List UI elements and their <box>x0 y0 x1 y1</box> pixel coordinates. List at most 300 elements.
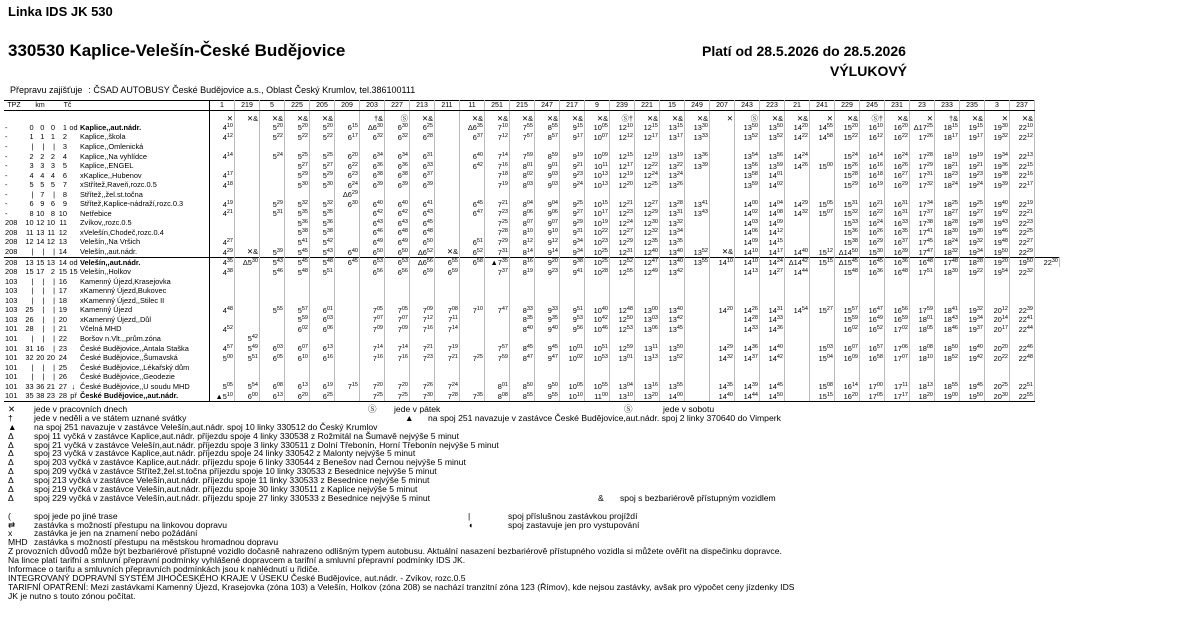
stop-row <box>4 344 1060 354</box>
stop-row <box>4 315 1060 325</box>
departure-time <box>685 267 710 277</box>
departure-time <box>610 334 635 344</box>
departure-time: $14^{40}$ <box>710 391 735 401</box>
tc-number: 11 <box>59 218 67 228</box>
departure-time: $14^{29}$ <box>710 344 735 354</box>
tc-number: 23 <box>58 343 67 353</box>
departure-time: $16^{36}$ <box>860 267 885 277</box>
stop-row <box>4 391 1060 401</box>
departure-time <box>385 372 410 382</box>
departure-time <box>360 334 385 344</box>
departure-time: $16^{20}$ <box>835 391 860 401</box>
km-c: 5 <box>50 180 55 190</box>
arrival-flag: ↓ <box>71 381 76 391</box>
km-a: 15 <box>25 267 34 277</box>
departure-time <box>485 296 510 306</box>
departure-time: $6^{34}$ <box>360 152 385 162</box>
arrival-flag <box>68 334 79 344</box>
departure-time: $8^{59}$ <box>535 152 560 162</box>
stop-name: xStřítež,Raveň,rozc.0.5 <box>79 180 210 190</box>
arrival-flag <box>68 199 79 209</box>
km-c: 8 <box>50 208 55 218</box>
departure-time: $13^{15}$ <box>660 123 685 133</box>
stop-name: Kaplice,,škola <box>79 133 210 143</box>
arrival-flag: od <box>69 257 78 267</box>
departure-time: $5^{54}$ <box>235 382 260 392</box>
arrival-flag <box>68 161 79 171</box>
arrival-flag <box>68 344 79 354</box>
trip-number: 225 <box>285 101 310 111</box>
departure-time <box>885 372 910 382</box>
departure-time <box>310 286 335 296</box>
stop-row <box>4 372 1060 382</box>
departure-time <box>460 372 485 382</box>
departure-time <box>335 315 360 325</box>
departure-time <box>1010 142 1035 152</box>
departure-time: $6^{17}$ <box>335 133 360 143</box>
departure-time: $17^{47}$ <box>910 247 935 257</box>
departure-time: $5^{22}$ <box>285 133 310 143</box>
departure-time: $15^{59}$ <box>835 315 860 325</box>
departure-time <box>785 228 810 238</box>
departure-time: $14^{31}$ <box>760 305 785 315</box>
km-c: 2 <box>50 267 55 277</box>
departure-time: $6^{49}$ <box>385 238 410 248</box>
departure-time: $7^{09}$ <box>385 324 410 334</box>
departure-time: $16^{48}$ <box>885 267 910 277</box>
departure-time: $12^{47}$ <box>635 257 660 267</box>
departure-time <box>735 296 760 306</box>
stop-name: České Budějovice,,Geodezie <box>79 372 210 382</box>
departure-time: $19^{34}$ <box>985 152 1010 162</box>
trip-number: 223 <box>760 101 785 111</box>
departure-time: $6^{37}$ <box>410 171 435 181</box>
departure-time <box>435 123 460 133</box>
departure-time <box>335 353 360 363</box>
departure-time: $14^{40}$ <box>785 247 810 257</box>
departure-time <box>785 353 810 363</box>
departure-time: $16^{45}$ <box>860 257 885 267</box>
departure-time: $6^{23}$ <box>335 171 360 181</box>
trip-symbol: Ⓢ <box>735 111 760 124</box>
legend-symbol: | <box>468 510 471 521</box>
departure-time <box>310 296 335 306</box>
departure-time: $13^{31}$ <box>660 209 685 219</box>
departure-time: $22^{39}$ <box>1010 305 1035 315</box>
note-line: INTEGROVANÝ DOPRAVNÍ SYSTÉM JIHOČESKÉHO KRAJE V ÚSEKU České Budějovice, aut.nádr. - Zvíkov, rozc.0.5 <box>8 572 466 583</box>
departure-time <box>985 286 1010 296</box>
departure-time <box>685 296 710 306</box>
legend-symbol: Δ <box>8 475 14 486</box>
departure-time: $12^{52}$ <box>610 257 635 267</box>
departure-time <box>810 238 835 248</box>
stop-name: Kaplice,,Omlenická <box>79 142 210 152</box>
tpz-zone: 101 <box>5 372 18 382</box>
departure-time: $12^{19}$ <box>610 171 635 181</box>
departure-time: $17^{41}$ <box>910 228 935 238</box>
departure-time: $13^{42}$ <box>660 315 685 325</box>
tc-number: 10 <box>58 208 67 218</box>
departure-time: $19^{32}$ <box>960 238 985 248</box>
departure-time: $13^{50}$ <box>660 344 685 354</box>
departure-time: $14^{24}$ <box>785 152 810 162</box>
departure-time: $5^{49}$ <box>235 344 260 354</box>
km-b: 17 <box>36 267 45 277</box>
departure-time: $6^{40}$ <box>335 247 360 257</box>
departure-time <box>985 296 1010 306</box>
tc-number: 22 <box>58 334 67 343</box>
departure-time: $12^{24}$ <box>610 218 635 228</box>
departure-time <box>535 142 560 152</box>
departure-time <box>885 363 910 373</box>
departure-time <box>385 296 410 306</box>
trip-number: 241 <box>810 101 835 111</box>
departure-time <box>785 344 810 354</box>
departure-time: $7^{20}$ <box>360 382 385 392</box>
km-b: 9 <box>40 199 45 209</box>
departure-time: $16^{49}$ <box>860 315 885 325</box>
trip-number: 237 <box>1010 101 1035 111</box>
departure-time <box>610 372 635 382</box>
departure-time: $4^{12}$ <box>210 133 235 143</box>
stop-row <box>4 353 1060 363</box>
departure-time: $13^{13}$ <box>635 353 660 363</box>
departure-time <box>585 277 610 287</box>
departure-time: $12^{40}$ <box>635 247 660 257</box>
departure-time: $19^{46}$ <box>985 228 1010 238</box>
departure-time: $6^{03}$ <box>260 344 285 354</box>
stop-name: Kaplice,,aut.nádr. <box>79 123 210 133</box>
departure-time: $8^{16}$ <box>510 257 535 267</box>
departure-time: $\Delta 14^{42}$ <box>785 257 810 267</box>
departure-time: $13^{42}$ <box>660 267 685 277</box>
departure-time: $14^{26}$ <box>735 305 760 315</box>
tpz-zone: - <box>5 161 8 171</box>
departure-time <box>760 277 785 287</box>
departure-time <box>435 152 460 162</box>
departure-time <box>935 190 960 200</box>
departure-time: $16^{27}$ <box>885 171 910 181</box>
departure-time: $6^{50}$ <box>360 247 385 257</box>
departure-time <box>585 190 610 200</box>
departure-time <box>260 142 285 152</box>
stop-name: České Budějovice,,Šumavská <box>79 353 210 363</box>
stop-name: Včelná MHD <box>79 324 210 334</box>
departure-time: $10^{02}$ <box>560 353 585 363</box>
legend-text: jede v neděli a ve státem uznané svátky <box>34 412 187 423</box>
departure-time: $13^{33}$ <box>685 133 710 143</box>
departure-time <box>710 218 735 228</box>
stop-row <box>4 277 1060 287</box>
km-c: | <box>53 362 55 372</box>
departure-time <box>335 267 360 277</box>
departure-time: $18^{30}$ <box>935 228 960 238</box>
tc-number: 9 <box>62 199 67 209</box>
departure-time: $4^{10}$ <box>210 123 235 133</box>
departure-time: $22^{51}$ <box>1010 382 1035 392</box>
departure-time: $4^{17}$ <box>210 171 235 181</box>
departure-time: $9^{14}$ <box>535 247 560 257</box>
departure-time: $15^{15}$ <box>810 391 835 401</box>
departure-time: $8^{19}$ <box>510 267 535 277</box>
departure-time <box>785 334 810 344</box>
departure-time: $22^{21}$ <box>1010 209 1035 219</box>
departure-time: $17^{34}$ <box>910 199 935 209</box>
departure-time <box>860 334 885 344</box>
departure-time <box>260 228 285 238</box>
departure-time: $18^{05}$ <box>910 324 935 334</box>
departure-time: $16^{29}$ <box>885 180 910 190</box>
departure-time: $7^{19}$ <box>435 344 460 354</box>
departure-time: $18^{27}$ <box>935 209 960 219</box>
departure-time <box>485 190 510 200</box>
departure-time: $6^{55}$ <box>435 257 460 267</box>
departure-time: $7^{21}$ <box>410 344 435 354</box>
departure-time: $10^{25}$ <box>585 257 610 267</box>
departure-time <box>460 142 485 152</box>
departure-time: $14^{01}$ <box>760 171 785 181</box>
departure-time: $22^{17}$ <box>1010 180 1035 190</box>
departure-time <box>260 324 285 334</box>
departure-time: $6^{10}$ <box>285 353 310 363</box>
departure-time <box>235 161 260 171</box>
note-line: Informace o tarifu a smluvních přepravních podmínkách jsou k nahlédnutí u řidiče. <box>8 564 320 575</box>
departure-time <box>460 286 485 296</box>
departure-time: $8^{01}$ <box>510 161 535 171</box>
legend-text: spoj 213 vyčká v zastávce Velešín,aut.nádr. příjezdu spoje 11 linky 330533 z Besednice nejvýše 5 minut <box>34 475 430 486</box>
departure-time: $15^{36}$ <box>835 228 860 238</box>
departure-time: $14^{40}$ <box>760 344 785 354</box>
departure-time: $5^{36}$ <box>285 218 310 228</box>
arrival-flag <box>68 142 79 152</box>
departure-time <box>310 372 335 382</box>
departure-time <box>335 286 360 296</box>
departure-time: $5^{38}$ <box>310 228 335 238</box>
stop-row <box>4 142 1060 152</box>
departure-time: $7^{25}$ <box>485 218 510 228</box>
departure-time <box>335 142 360 152</box>
departure-time: $17^{28}$ <box>910 152 935 162</box>
km-a: 8 <box>29 208 34 218</box>
departure-time: $12^{15}$ <box>635 123 660 133</box>
departure-time <box>410 286 435 296</box>
departure-time: $6^{30}$ <box>335 199 360 209</box>
departure-time: $16^{36}$ <box>885 257 910 267</box>
departure-time: $13^{10}$ <box>610 391 635 401</box>
departure-time <box>835 372 860 382</box>
departure-time: $6^{31}$ <box>410 152 435 162</box>
departure-time <box>310 334 335 344</box>
departure-time <box>360 286 385 296</box>
departure-time: $14^{35}$ <box>710 382 735 392</box>
cell <box>4 111 24 124</box>
departure-time <box>910 286 935 296</box>
departure-time <box>285 296 310 306</box>
departure-time <box>660 190 685 200</box>
departure-time <box>685 382 710 392</box>
departure-time <box>235 296 260 306</box>
departure-time <box>410 190 435 200</box>
tc-number: 28 <box>56 391 68 401</box>
tpz-zone: 103 <box>5 305 18 315</box>
departure-time <box>235 372 260 382</box>
departure-time <box>810 334 835 344</box>
departure-time: $5^{20}$ <box>285 123 310 133</box>
stop-name: Kaplice,,ENGEL <box>79 161 210 171</box>
departure-time: $15^{07}$ <box>810 209 835 219</box>
legend-symbol: ▲ <box>405 412 414 423</box>
departure-time: $9^{17}$ <box>560 133 585 143</box>
departure-time <box>635 142 660 152</box>
arrival-flag <box>68 209 79 219</box>
departure-time: $6^{59}$ <box>435 267 460 277</box>
departure-time: $9^{21}$ <box>560 161 585 171</box>
km-c: | <box>53 286 55 296</box>
legend-symbol: Δ <box>8 439 14 450</box>
tc-number: 27 <box>58 381 67 391</box>
departure-time: $19^{39}$ <box>985 180 1010 190</box>
departure-time: $8^{55}$ <box>535 123 560 133</box>
departure-time: $15^{24}$ <box>835 152 860 162</box>
departure-time <box>510 363 535 373</box>
departure-time: $19^{40}$ <box>985 199 1010 209</box>
departure-time: $10^{51}$ <box>585 344 610 354</box>
departure-time <box>510 296 535 306</box>
departure-time: $\Delta 14^{50}$ <box>835 247 860 257</box>
departure-time <box>685 344 710 354</box>
departure-time: $18^{13}$ <box>910 382 935 392</box>
legend-symbol: ▲ <box>8 421 17 432</box>
stop-row <box>4 267 1060 277</box>
departure-time: $6^{42}$ <box>360 209 385 219</box>
departure-time: $6^{20}$ <box>285 391 310 401</box>
departure-time <box>1010 190 1035 200</box>
legend-text: spoj příslušnou zastávkou projíždí <box>508 510 638 521</box>
departure-time: $18^{20}$ <box>910 391 935 401</box>
trip-number: 5 <box>260 101 285 111</box>
departure-time: $6^{48}$ <box>410 228 435 238</box>
departure-time <box>710 142 735 152</box>
departure-time: $5^{41}$ <box>285 238 310 248</box>
stop-row <box>4 152 1060 162</box>
tpz-zone: 101 <box>5 353 18 363</box>
departure-time: $5^{57}$ <box>285 305 310 315</box>
departure-time: $5^{59}$ <box>285 315 310 325</box>
departure-time: ✕& <box>710 247 735 257</box>
departure-time <box>835 277 860 287</box>
departure-time <box>535 372 560 382</box>
departure-time <box>835 142 860 152</box>
km-b: 12 <box>36 218 45 228</box>
km-a: 10 <box>25 218 34 228</box>
trip-number: 239 <box>610 101 635 111</box>
departure-time: $5^{25}$ <box>310 152 335 162</box>
departure-time <box>485 286 510 296</box>
km-b: | <box>42 334 45 343</box>
departure-time <box>835 190 860 200</box>
departure-time <box>960 334 985 344</box>
departure-time <box>860 372 885 382</box>
departure-time <box>235 123 260 133</box>
departure-time <box>785 218 810 228</box>
departure-time: $9^{34}$ <box>560 238 585 248</box>
stop-name: Velešín,,Na Vršich <box>79 238 210 248</box>
departure-time: $12^{19}$ <box>635 152 660 162</box>
departure-time: $6^{36}$ <box>385 161 410 171</box>
tpz-zone: 101 <box>5 343 18 353</box>
departure-time: $4^{14}$ <box>210 152 235 162</box>
departure-time: $14^{42}$ <box>760 353 785 363</box>
tpz-zone: - <box>5 199 8 209</box>
tpz-zone: - <box>5 123 8 132</box>
tc-number: 5 <box>62 161 67 171</box>
departure-time: $5^{32}$ <box>285 199 310 209</box>
departure-time: $5^{48}$ <box>285 267 310 277</box>
departure-time <box>935 277 960 287</box>
departure-time <box>435 238 460 248</box>
departure-time: $6^{37}$ <box>460 133 485 143</box>
departure-time: $10^{19}$ <box>585 218 610 228</box>
departure-time: $13^{11}$ <box>635 344 660 354</box>
departure-time <box>910 372 935 382</box>
departure-time: $16^{22}$ <box>885 133 910 143</box>
departure-time: $12^{12}$ <box>610 133 635 143</box>
stop-name: Kamenný Újezd,Krasejovka <box>79 277 210 287</box>
departure-time: $14^{03}$ <box>735 218 760 228</box>
departure-time <box>435 161 460 171</box>
departure-time: $16^{20}$ <box>885 123 910 133</box>
departure-time: $5^{00}$ <box>210 353 235 363</box>
km-c: | <box>53 247 55 257</box>
departure-time <box>685 238 710 248</box>
departure-time: $16^{21}$ <box>860 199 885 209</box>
note-line: TARIFNÍ OPATŘENÍ: Mezi zastávkami Kamenný Újezd, Krasejovka (zóna 103) a Velešín, Holkov (zóna 208) se nachází tranzitní zóna 123 (Římov), kde nejsou zastávky, avšak pro výpočet ceny jízdenky IDS <box>8 581 795 592</box>
departure-time <box>335 324 360 334</box>
km-a: 28 <box>25 324 34 334</box>
departure-time <box>1010 277 1035 287</box>
legend-text: jede v pátek <box>394 404 441 414</box>
km-c: 11 <box>47 228 55 237</box>
trip-symbol: ✕& <box>460 111 485 124</box>
departure-time <box>460 277 485 287</box>
departure-time <box>910 296 935 306</box>
departure-time: $6^{50}$ <box>410 238 435 248</box>
departure-time: $13^{06}$ <box>635 324 660 334</box>
departure-time: $9^{40}$ <box>535 324 560 334</box>
departure-time <box>360 277 385 287</box>
departure-time <box>960 296 985 306</box>
departure-time <box>610 286 635 296</box>
stop-row <box>4 190 1060 200</box>
departure-time: $8^{14}$ <box>510 247 535 257</box>
departure-time: $7^{14}$ <box>360 344 385 354</box>
km-a: 13 <box>25 257 34 267</box>
departure-time: $12^{29}$ <box>610 238 635 248</box>
km-c: 2 <box>50 151 55 161</box>
departure-time: $4^{21}$ <box>210 209 235 219</box>
departure-time: $8^{55}$ <box>510 391 535 401</box>
arrival-flag: od <box>69 123 78 132</box>
departure-time <box>585 296 610 306</box>
departure-time <box>685 277 710 287</box>
departure-time <box>960 277 985 287</box>
departure-time: $6^{45}$ <box>410 218 435 228</box>
departure-time <box>310 277 335 287</box>
departure-time: $7^{18}$ <box>485 171 510 181</box>
operator-info <box>10 85 415 95</box>
stop-name: xKaplice,,Hubenov <box>79 171 210 181</box>
departure-time <box>435 228 460 238</box>
